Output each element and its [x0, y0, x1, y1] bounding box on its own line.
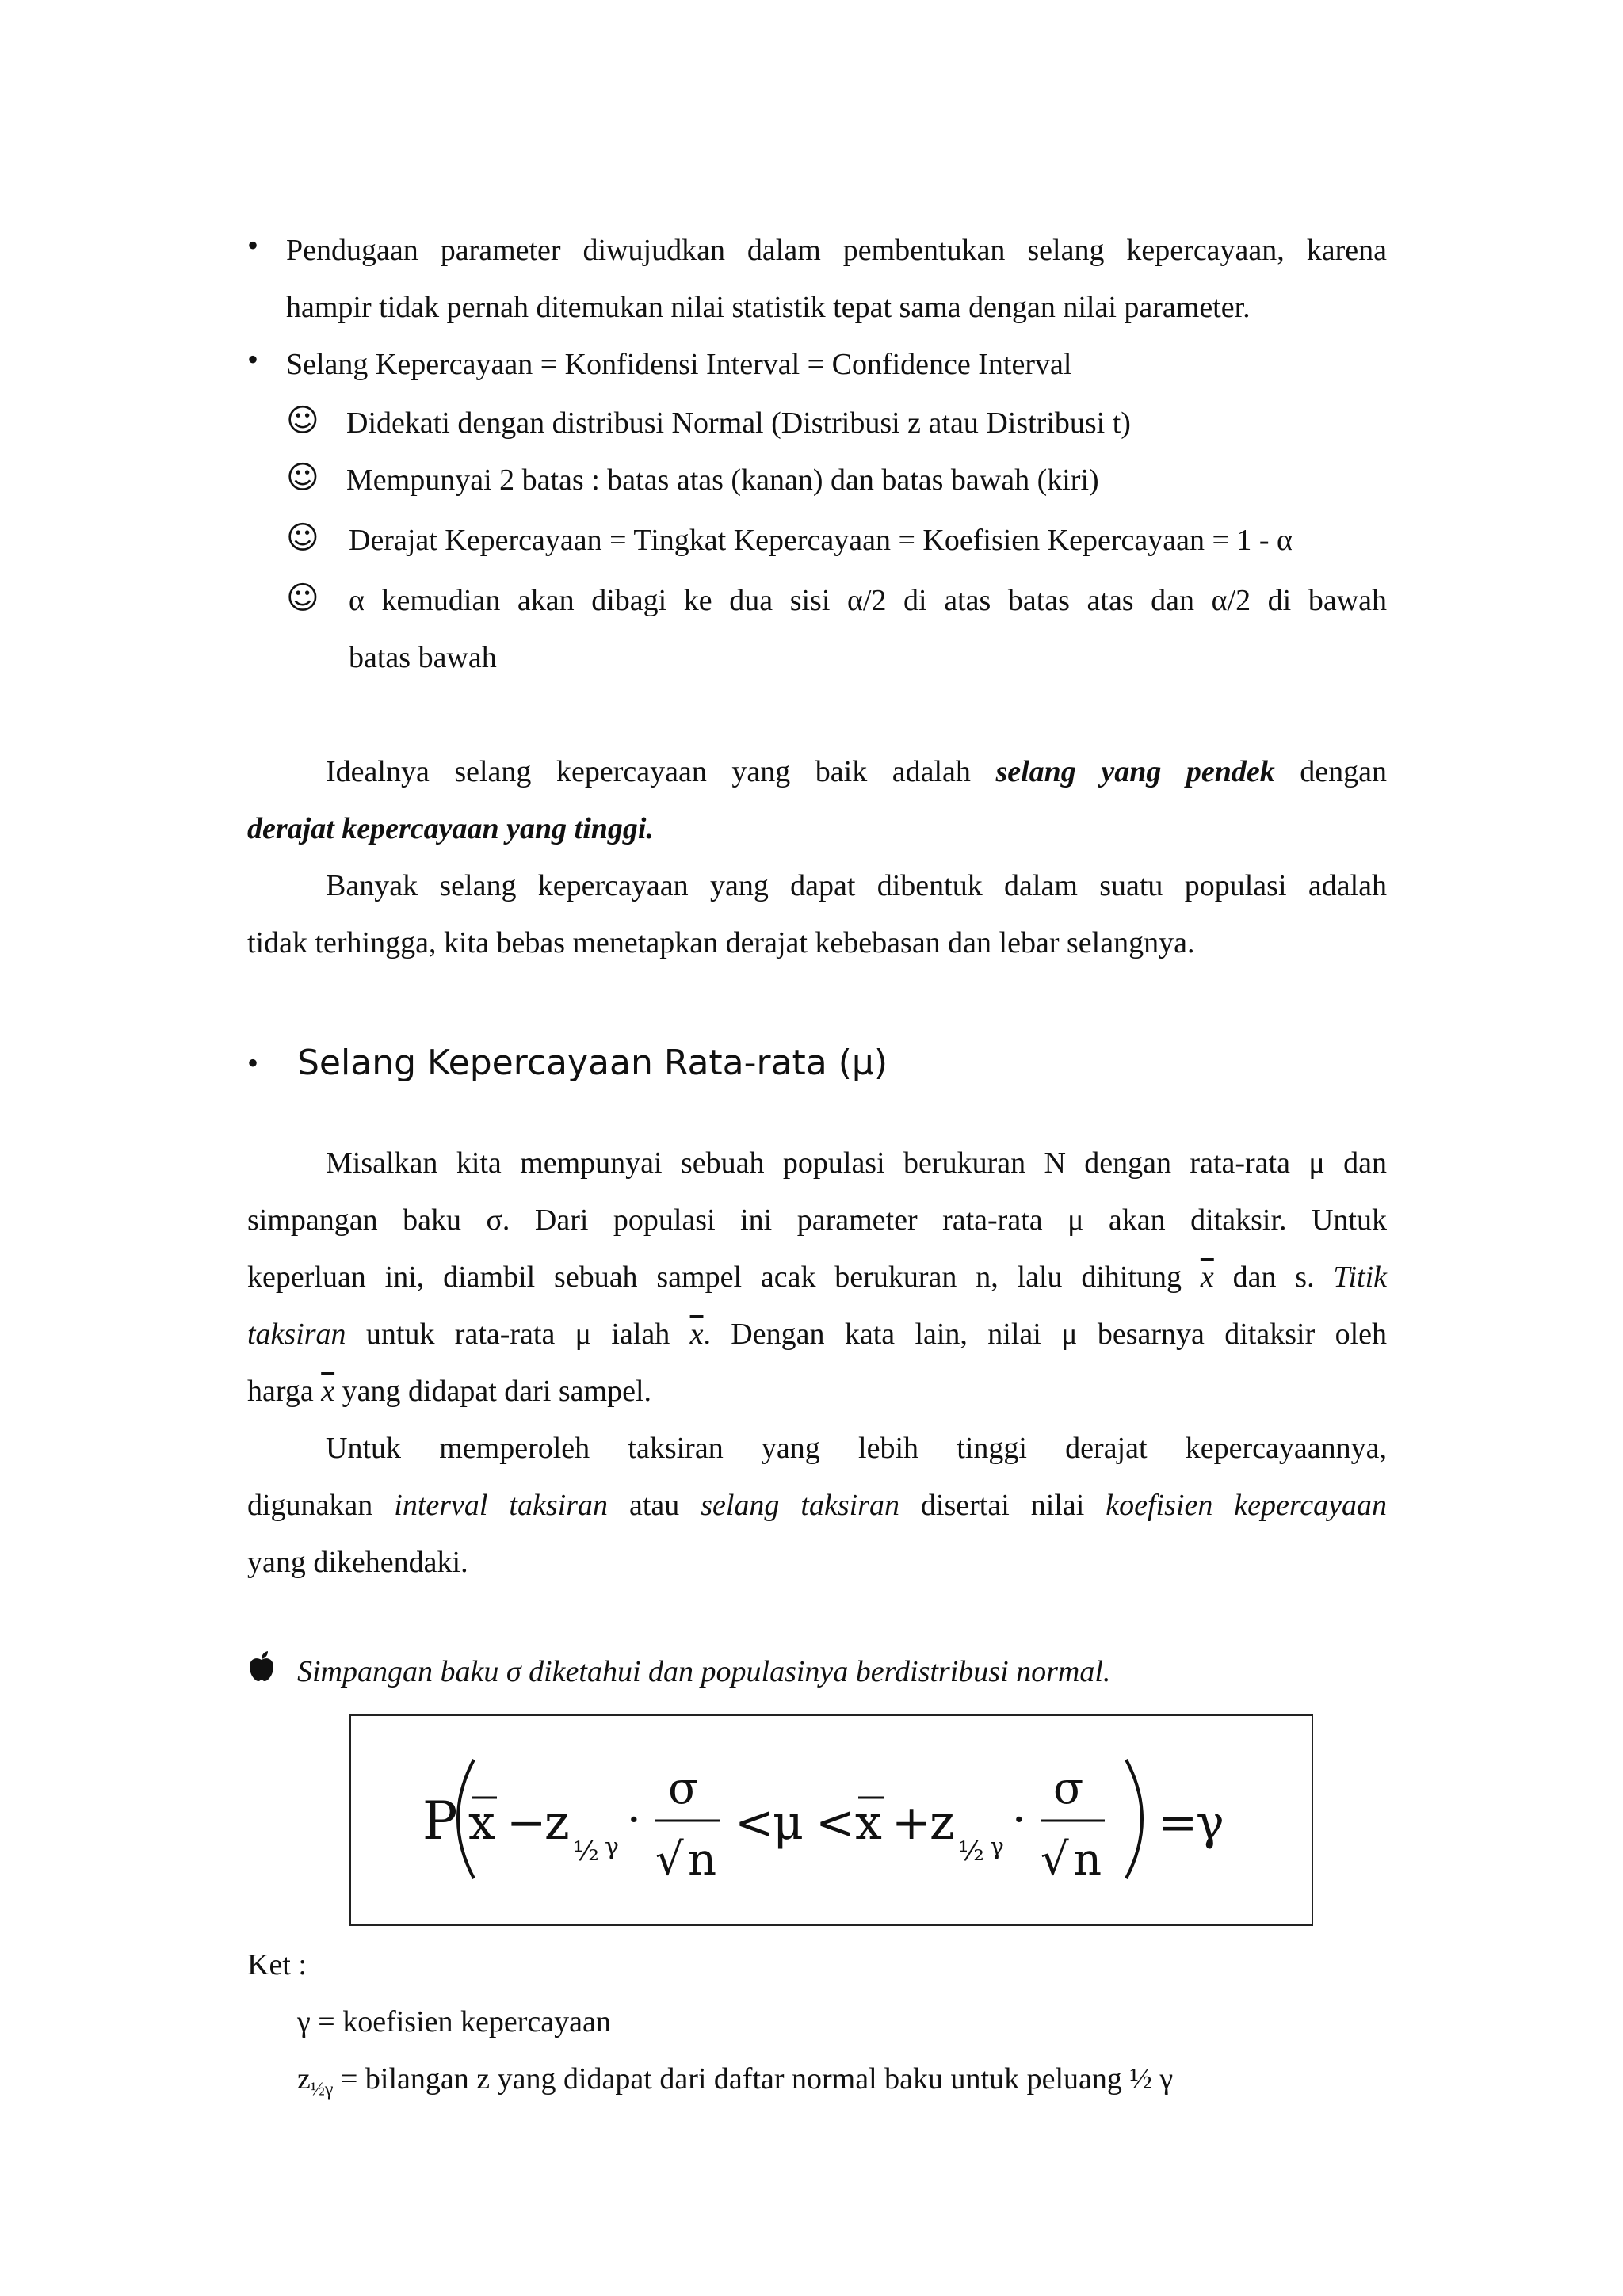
misal-line-3: keperluan ini, diambil sebuah sampel acak berukuran n, lalu dihitung $\overline{x}$ dan s. Titik — [247, 1261, 1387, 1294]
formula-z-2: z — [930, 1795, 955, 1851]
ket-label: Ket : — [247, 1948, 307, 1981]
x-bar-symbol: $\overline{x}$ — [689, 1318, 704, 1351]
untuk-line-1: Untuk memperoleh taksiran yang lebih tinggi derajat kepercayaannya, — [326, 1432, 1387, 1465]
formula-plus: + — [892, 1795, 932, 1851]
formula-half: ½ — [573, 1836, 599, 1867]
confidence-interval-formula — [351, 1716, 1312, 1924]
case-heading: Simpangan baku σ diketahui dan populasinya berdistribusi normal. — [297, 1655, 1111, 1688]
formula-n-2: n — [1073, 1834, 1102, 1886]
formula-sigma-2: σ — [1053, 1763, 1084, 1814]
formula-dot-2: · — [1012, 1794, 1026, 1846]
section-heading: Selang Kepercayaan Rata-rata (μ) — [297, 1043, 888, 1083]
formula-x-bar-2: x — [855, 1795, 882, 1851]
smiley-item-4-line-2: batas bawah — [349, 641, 497, 674]
ideal-paragraph-line-1: Idealnya selang kepercayaan yang baik adalah selang yang pendek dengan — [326, 755, 1388, 788]
smiley-icon: ☺ — [286, 402, 319, 439]
smiley-icon: ☺ — [286, 580, 319, 616]
bullet-2: • — [247, 341, 259, 377]
ket-gamma-line: γ = koefisien kepercayaan — [297, 2005, 611, 2039]
smiley-item-1: Didekati dengan distribusi Normal (Distribusi z atau Distribusi t) — [346, 406, 1131, 440]
bullet-1: • — [247, 227, 259, 263]
formula-gamma-sub: γ — [605, 1833, 619, 1861]
formula-lt-2: < — [815, 1795, 856, 1851]
ket-z-symbol: z — [297, 2062, 311, 2096]
formula-P: P — [422, 1791, 458, 1852]
bullet-1-line-2: hampir tidak pernah ditemukan nilai statistik tepat sama dengan nilai parameter. — [286, 291, 1251, 324]
smiley-icon: ☺ — [286, 520, 319, 556]
misal-line-1: Misalkan kita mempunyai sebuah populasi berukuran N dengan rata-rata μ dan — [326, 1146, 1387, 1180]
formula-sqrt: √ — [655, 1834, 684, 1886]
misal-line-4: taksiran untuk rata-rata μ ialah $\overline{x}$. Dengan kata lain, nilai μ besarnya ditaksir oleh — [247, 1318, 1387, 1351]
formula-minus: − — [506, 1795, 547, 1851]
smiley-item-4-line-1: α kemudian akan dibagi ke dua sisi α/2 di atas batas atas dan α/2 di bawah — [349, 584, 1387, 617]
ket-z-line: $z_{\frac{1}{2}\gamma}$ = bilangan z yang didapat dari daftar normal baku untuk peluang ½ γ — [297, 2062, 1174, 2100]
formula-gamma-sub-2: γ — [990, 1833, 1004, 1861]
bullet-1-line-1: Pendugaan parameter diwujudkan dalam pembentukan selang kepercayaan, karena — [286, 234, 1387, 267]
misal-line-2: simpangan baku σ. Dari populasi ini parameter rata-rata μ akan ditaksir. Untuk — [247, 1203, 1387, 1237]
formula-sigma: σ — [668, 1763, 699, 1814]
formula-gamma: γ — [1196, 1795, 1224, 1851]
formula-eq: = — [1158, 1795, 1198, 1851]
banyak-paragraph-line-1: Banyak selang kepercayaan yang dapat dibentuk dalam suatu populasi adalah — [326, 869, 1387, 902]
smiley-icon: ☺ — [286, 460, 319, 496]
x-bar-symbol: $\overline{x}$ — [1200, 1261, 1214, 1294]
misal-line-5: harga $\overline{x}$ yang didapat dari sampel. — [247, 1375, 652, 1408]
formula-half-2: ½ — [958, 1836, 984, 1867]
formula-lt-1: < — [735, 1795, 775, 1851]
untuk-line-2: digunakan interval taksiran atau selang taksiran disertai nilai koefisien kepercayaan — [247, 1489, 1387, 1522]
banyak-paragraph-line-2: tidak terhingga, kita bebas menetapkan derajat kebebasan dan lebar selangnya. — [247, 926, 1195, 959]
formula-n: n — [688, 1834, 717, 1886]
ket-z-subscript: ½γ — [310, 2079, 334, 2100]
section-bullet: • — [247, 1045, 259, 1081]
formula-sqrt-2: √ — [1041, 1834, 1069, 1886]
bullet-2-line-1: Selang Kepercayaan = Konfidensi Interval = Confidence Interval — [286, 348, 1072, 381]
untuk-line-3: yang dikehendaki. — [247, 1546, 468, 1579]
x-bar-symbol: $\overline{x}$ — [321, 1375, 335, 1408]
apple-icon — [247, 1650, 276, 1682]
formula-box — [349, 1714, 1313, 1926]
formula-x-bar: x — [468, 1795, 495, 1851]
formula-dot: · — [627, 1794, 641, 1846]
smiley-item-2: Mempunyai 2 batas : batas atas (kanan) dan batas bawah (kiri) — [346, 463, 1099, 497]
formula-z: z — [544, 1795, 570, 1851]
formula-mu: μ — [773, 1795, 804, 1851]
ideal-paragraph-line-2: derajat kepercayaan yang tinggi. — [247, 812, 654, 845]
smiley-item-3: Derajat Kepercayaan = Tingkat Kepercayaan = Koefisien Kepercayaan = 1 - α — [349, 524, 1293, 557]
